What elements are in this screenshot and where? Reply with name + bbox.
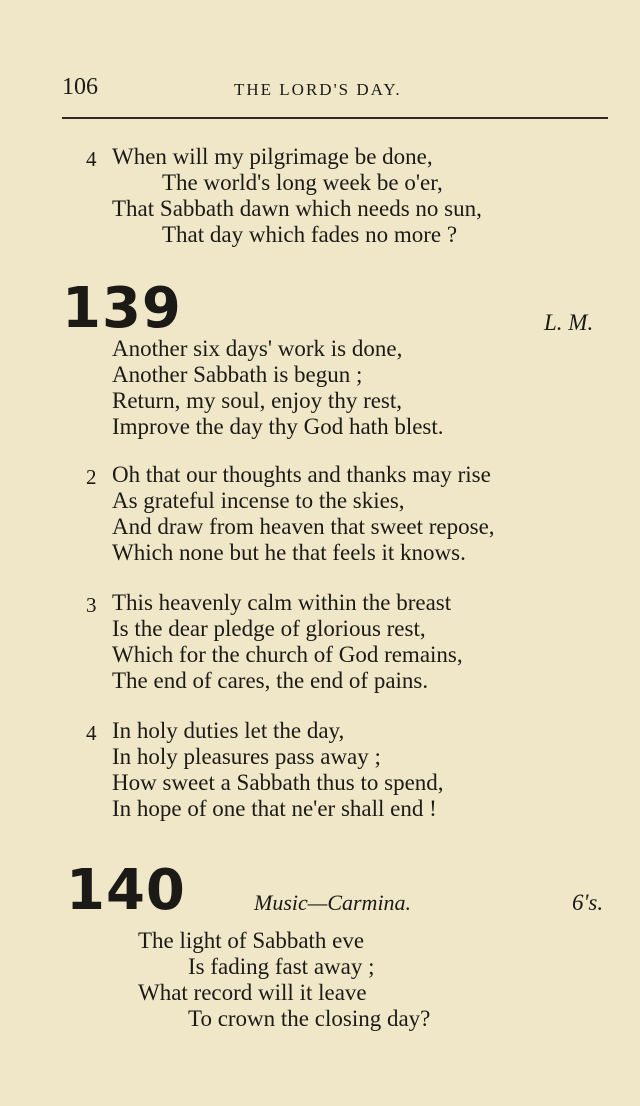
verse-line: Improve the day thy God hath blest. bbox=[112, 414, 444, 439]
verse-line: As grateful incense to the skies, bbox=[112, 488, 405, 513]
verse-line: Is the dear pledge of glorious rest, bbox=[112, 616, 426, 641]
verse-line: Another Sabbath is begun ; bbox=[112, 362, 363, 387]
tune-name: Music—Carmina. bbox=[254, 890, 412, 915]
header-rule bbox=[62, 117, 608, 119]
verse-line: Return, my soul, enjoy thy rest, bbox=[112, 388, 403, 413]
hymn-meter: 6's. bbox=[572, 890, 604, 915]
verse-line: Is fading fast away ; bbox=[188, 954, 375, 979]
verse-line: In hope of one that ne'er shall end ! bbox=[112, 796, 437, 821]
running-title: THE LORD'S DAY. bbox=[234, 80, 402, 99]
verse-line: What record will it leave bbox=[138, 980, 367, 1005]
verse-line: In holy duties let the day, bbox=[112, 718, 345, 743]
stanza-number: 4 bbox=[86, 147, 97, 171]
page-header bbox=[62, 74, 608, 104]
verse-line: Oh that our thoughts and thanks may rise bbox=[112, 462, 491, 487]
verse-line: Another six days' work is done, bbox=[112, 336, 403, 361]
stanza-number: 3 bbox=[86, 593, 97, 617]
hymn-number: 139 bbox=[62, 276, 182, 341]
stanza-number: 4 bbox=[86, 721, 97, 745]
verse-line: To crown the closing day? bbox=[188, 1006, 431, 1031]
verse-line: The end of cares, the end of pains. bbox=[112, 668, 429, 693]
verse-line: The world's long week be o'er, bbox=[162, 170, 443, 195]
stanza-number: 2 bbox=[86, 465, 97, 489]
verse-line: The light of Sabbath eve bbox=[138, 928, 365, 953]
verse-line: This heavenly calm within the breast bbox=[112, 590, 452, 615]
page-number: 106 bbox=[62, 74, 98, 100]
hymn-number: 140 bbox=[66, 858, 186, 923]
verse-line: Which for the church of God remains, bbox=[112, 642, 463, 667]
hymn-meter: L. M. bbox=[544, 310, 594, 335]
verse-line: In holy pleasures pass away ; bbox=[112, 744, 381, 769]
verse-line: Which none but he that feels it knows. bbox=[112, 540, 466, 565]
verse-line: That Sabbath dawn which needs no sun, bbox=[112, 196, 482, 221]
verse-line: How sweet a Sabbath thus to spend, bbox=[112, 770, 444, 795]
verse-line: And draw from heaven that sweet repose, bbox=[112, 514, 495, 539]
verse-line: That day which fades no more ? bbox=[162, 222, 458, 247]
verse-line: When will my pilgrimage be done, bbox=[112, 144, 433, 169]
